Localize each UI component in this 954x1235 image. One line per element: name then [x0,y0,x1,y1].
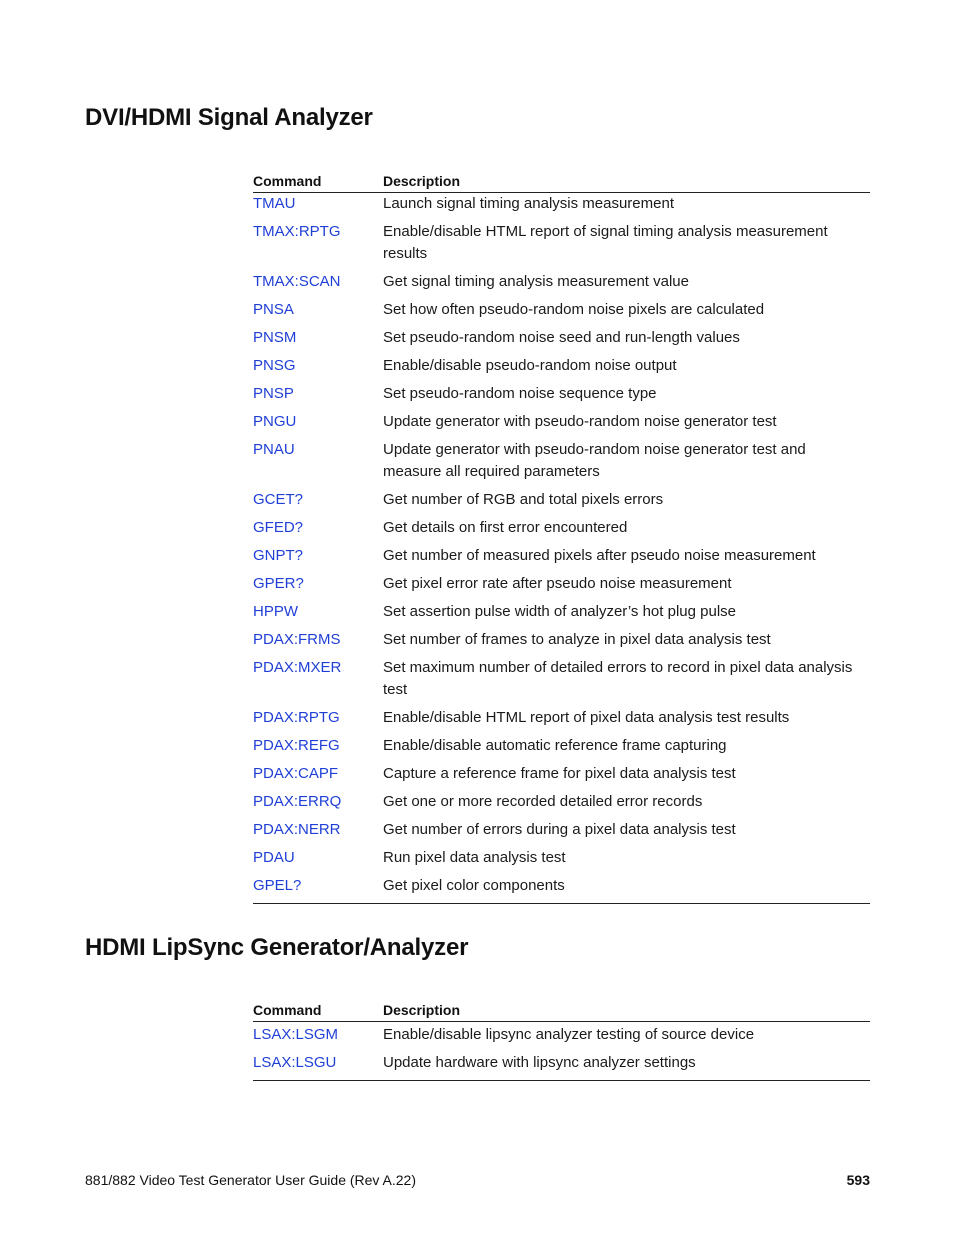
table-row [253,875,870,903]
table-header [253,172,870,193]
table-body [253,193,870,903]
table-row [253,847,870,875]
table-row [253,735,870,763]
command-link[interactable]: PDAX:REFG [253,737,340,754]
command-link[interactable]: GPEL? [253,877,302,894]
command-link[interactable]: PDAX:ERRQ [253,793,342,810]
command-description: Get number of RGB and total pixels errors [383,491,664,508]
command-link[interactable]: GNPT? [253,547,304,564]
table-row [253,545,870,573]
command-link[interactable]: PDAX:NERR [253,821,341,838]
command-description: Enable/disable automatic reference frame capturing [383,737,727,754]
table-row [253,299,870,327]
table-row [253,657,870,707]
command-description: Set assertion pulse width of analyzer’s hot plug pulse [383,603,736,620]
table-row [253,327,870,355]
table-bottom-rule [253,903,870,904]
command-description: Set number of frames to analyze in pixel data analysis test [383,631,771,648]
page-footer [85,1172,870,1188]
command-description: Set maximum number of detailed errors to record in pixel data analysis test [383,659,853,698]
column-header-description: Description [383,173,461,189]
table-row [253,573,870,601]
command-table-lipsync [253,1001,870,1081]
column-header-command: Command [253,1002,322,1018]
section-title-signal-analyzer: DVI/HDMI Signal Analyzer [85,104,373,131]
command-link[interactable]: PNSP [253,385,294,402]
table-row [253,271,870,299]
command-description: Enable/disable lipsync analyzer testing of source device [383,1026,755,1043]
command-description: Set pseudo-random noise seed and run-length values [383,329,740,346]
command-description: Capture a reference frame for pixel data analysis test [383,765,736,782]
command-description: Set how often pseudo-random noise pixels are calculated [383,301,765,318]
command-link[interactable]: PDAX:RPTG [253,709,340,726]
table-row [253,1024,870,1052]
table-row [253,383,870,411]
command-link[interactable]: PNGU [253,413,297,430]
table-row [253,221,870,271]
table-row [253,411,870,439]
command-description: Get details on first error encountered [383,519,628,536]
column-header-command: Command [253,173,322,189]
table-row [253,819,870,847]
command-description: Update hardware with lipsync analyzer settings [383,1054,696,1071]
command-description: Get number of errors during a pixel data analysis test [383,821,736,838]
table-row [253,489,870,517]
command-link[interactable]: LSAX:LSGM [253,1026,339,1043]
command-link[interactable]: PNSM [253,329,297,346]
table-row [253,355,870,383]
command-link[interactable]: HPPW [253,603,298,620]
command-description: Get number of measured pixels after pseudo noise measurement [383,547,816,564]
command-table-signal-analyzer [253,172,870,904]
table-row [253,439,870,489]
command-link[interactable]: TMAX:RPTG [253,223,341,240]
page-number: 593 [846,1172,870,1188]
command-link[interactable]: TMAU [253,195,296,212]
table-row [253,791,870,819]
command-description: Get pixel color components [383,877,565,894]
command-description: Set pseudo-random noise sequence type [383,385,657,402]
command-link[interactable]: PDAX:CAPF [253,765,339,782]
command-link[interactable]: PDAX:FRMS [253,631,341,648]
table-bottom-rule [253,1080,870,1081]
footer-doc-title: 881/882 Video Test Generator User Guide (Rev A.22) [85,1172,417,1188]
table-row [253,193,870,221]
table-row [253,1052,870,1080]
column-header-description: Description [383,1002,461,1018]
table-header [253,1001,870,1022]
command-link[interactable]: LSAX:LSGU [253,1054,337,1071]
command-link[interactable]: PNSG [253,357,296,374]
command-link[interactable]: PNSA [253,301,294,318]
table-row [253,763,870,791]
table-row [253,517,870,545]
command-link[interactable]: GFED? [253,519,304,536]
command-link[interactable]: PDAX:MXER [253,659,342,676]
command-link[interactable]: PDAU [253,849,295,866]
table-row [253,601,870,629]
command-description: Update generator with pseudo-random noise generator test and measure all required parameters [383,441,806,480]
command-description: Get pixel error rate after pseudo noise measurement [383,575,732,592]
command-link[interactable]: GCET? [253,491,304,508]
command-description: Update generator with pseudo-random noise generator test [383,413,777,430]
section-title-lipsync: HDMI LipSync Generator/Analyzer [85,934,469,961]
command-description: Get signal timing analysis measurement value [383,273,689,290]
command-description: Run pixel data analysis test [383,849,566,866]
command-description: Enable/disable HTML report of pixel data analysis test results [383,709,790,726]
command-description: Enable/disable HTML report of signal timing analysis measurement results [383,223,828,262]
command-link[interactable]: TMAX:SCAN [253,273,341,290]
command-description: Launch signal timing analysis measurement [383,195,674,212]
command-link[interactable]: PNAU [253,441,295,458]
table-row [253,707,870,735]
command-description: Get one or more recorded detailed error records [383,793,703,810]
table-row [253,629,870,657]
command-link[interactable]: GPER? [253,575,304,592]
command-description: Enable/disable pseudo-random noise output [383,357,677,374]
table-body [253,1022,870,1080]
